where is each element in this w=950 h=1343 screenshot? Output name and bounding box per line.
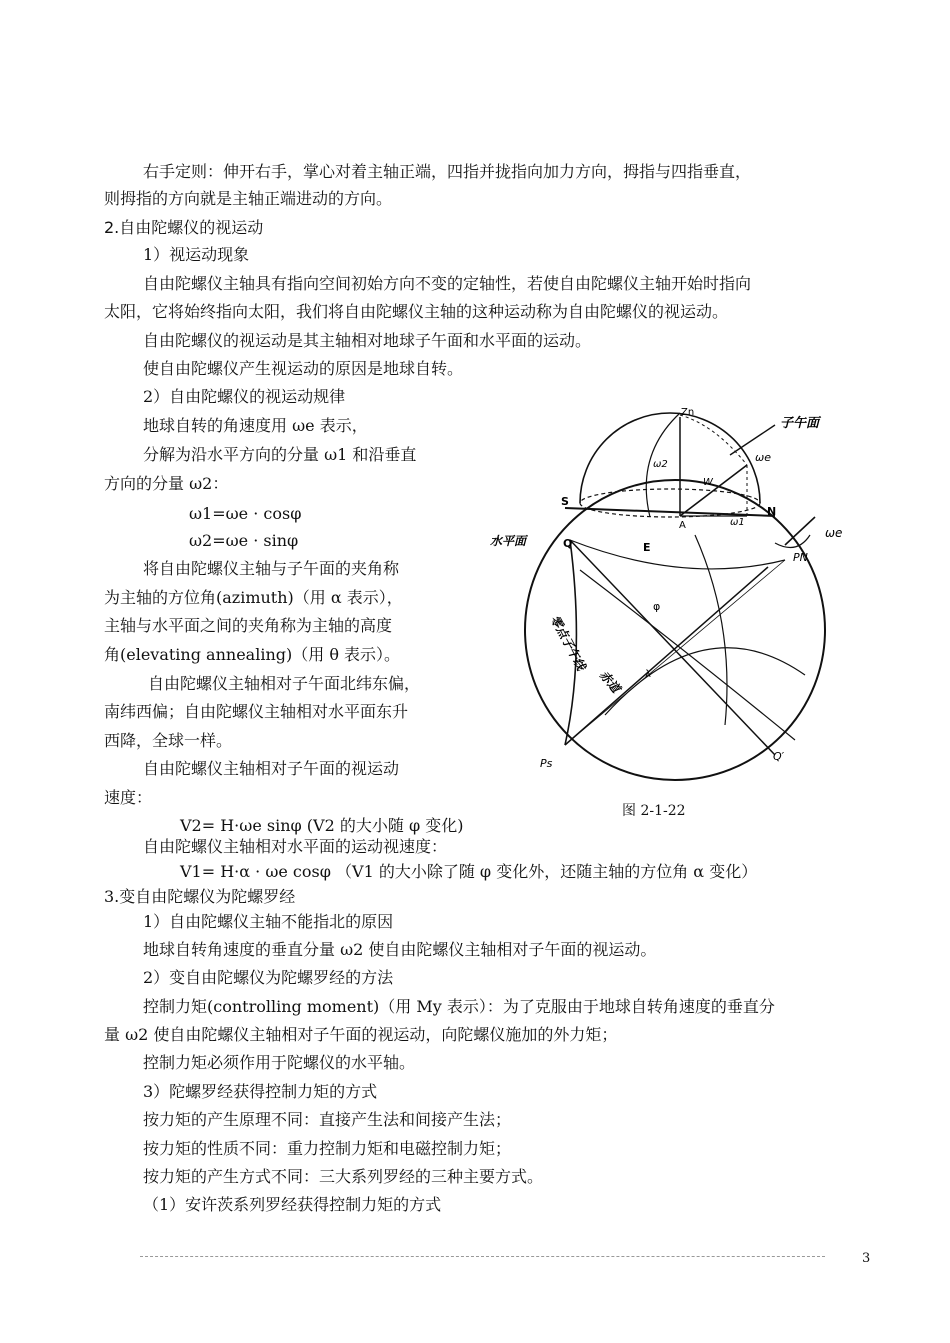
text-line: 西降，全球一样。 <box>104 731 233 750</box>
page-number: 3 <box>862 1251 871 1266</box>
w-vector <box>680 465 747 516</box>
label-A: A <box>679 520 686 531</box>
label-we-top: ωe <box>755 451 771 464</box>
label-PN: PN <box>793 551 808 564</box>
text-line: 分解为沿水平方向的分量 ω1 和沿垂直 <box>143 445 417 464</box>
text-line: 量 ω2 使自由陀螺仪主轴相对子午面的视运动，向陀螺仪施加的外力矩； <box>104 1025 618 1044</box>
label-PS: Ps <box>540 757 553 770</box>
label-Q: Q <box>563 537 573 550</box>
text-line: 则拇指的方向就是主轴正端进动的方向。 <box>104 189 393 208</box>
label-Qprime: Q′ <box>773 750 785 763</box>
text-line: 将自由陀螺仪主轴与子午面的夹角称 <box>143 559 400 578</box>
dome-outline <box>580 413 760 503</box>
label-lambda: λ <box>645 669 651 680</box>
label-w1: ω1 <box>730 517 745 528</box>
label-horizon: 水平面 <box>490 534 527 548</box>
text-line: 右手定则：伸开右手，掌心对着主轴正端，四指并拢指向加力方向，拇指与四指垂直， <box>143 162 752 181</box>
text-line: 使自由陀螺仪产生视运动的原因是地球自转。 <box>143 359 464 378</box>
text-line: 按力矩的性质不同：重力控制力矩和电磁控制力矩； <box>143 1139 512 1158</box>
label-zenith: Zn <box>681 407 695 418</box>
section-heading: 2.自由陀螺仪的视运动 <box>104 218 264 237</box>
text-line: 按力矩的产生方式不同：三大系列罗经的三种主要方式。 <box>143 1167 544 1186</box>
label-we-right: ωe <box>825 526 843 540</box>
celestial-sphere-diagram <box>485 395 875 785</box>
earth-axis-arrow <box>785 517 815 545</box>
text-line: 按力矩的产生原理不同：直接产生法和间接产生法； <box>143 1110 512 1129</box>
text-line: 自由陀螺仪的视运动是其主轴相对地球子午面和水平面的运动。 <box>143 331 592 350</box>
label-S: S <box>561 495 569 508</box>
text-line: 主轴与水平面之间的夹角称为主轴的高度 <box>104 616 393 635</box>
formula-line: V2= H·ωe sinφ (V2 的大小随 φ 变化) <box>180 816 464 835</box>
text-line: 控制力矩必须作用于陀螺仪的水平轴。 <box>143 1053 416 1072</box>
label-equator: 赤道 <box>596 667 623 696</box>
axis-2 <box>565 560 785 745</box>
text-line: 自由陀螺仪主轴相对子午面北纬东偏， <box>148 674 421 693</box>
horizon-line <box>565 508 775 516</box>
label-W: W <box>703 477 713 488</box>
subsection-heading: 1）视运动现象 <box>143 245 250 264</box>
text-line: 方向的分量 ω2： <box>104 474 229 493</box>
formula-line: ω2=ωe · sinφ <box>189 531 299 550</box>
text-line: 自由陀螺仪主轴相对水平面的运动视速度： <box>143 837 448 856</box>
text-line: （1）安许茨系列罗经获得控制力矩的方式 <box>143 1195 442 1214</box>
label-w2: ω2 <box>653 459 668 470</box>
footer-rule <box>140 1256 825 1257</box>
polar-axis <box>565 567 768 745</box>
label-N: N <box>767 505 777 518</box>
label-meridian: 子午面 <box>780 416 820 431</box>
section-heading: 3.变自由陀螺仪为陀螺罗经 <box>104 887 296 906</box>
text-line: 速度： <box>104 788 153 807</box>
subsection-heading: 2）自由陀螺仪的视运动规律 <box>143 387 346 406</box>
subsection-heading: 2）变自由陀螺仪为陀螺罗经的方法 <box>143 968 394 987</box>
label-phi: φ <box>653 600 661 613</box>
text-line: 地球自转角速度的垂直分量 ω2 使自由陀螺仪主轴相对子午面的视运动。 <box>143 940 657 959</box>
dashed-arc <box>680 415 747 465</box>
text-line: 地球自转的角速度用 ωe 表示， <box>143 416 368 435</box>
latitude-arc <box>570 540 785 569</box>
text-line: 南纬西偏；自由陀螺仪主轴相对水平面东升 <box>104 702 409 721</box>
text-line: 太阳，它将始终指向太阳，我们将自由陀螺仪主轴的这种运动称为自由陀螺仪的视运动。 <box>104 302 729 321</box>
text-line: 自由陀螺仪主轴具有指向空间初始方向不变的定轴性，若使自由陀螺仪主轴开始时指向 <box>143 274 752 293</box>
formula-line: ω1=ωe · cosφ <box>189 504 302 523</box>
figure-caption: 图 2-1-22 <box>622 803 686 819</box>
text-line: 角(elevating annealing)（用 θ 表示）。 <box>104 645 401 664</box>
subsection-heading: 3）陀螺罗经获得控制力矩的方式 <box>143 1082 378 1101</box>
text-line: 控制力矩(controlling moment)（用 My 表示）：为了克服由于地球自转角速度的垂直分 <box>143 997 775 1016</box>
curve-c <box>695 535 727 725</box>
subsection-heading: 1）自由陀螺仪主轴不能指北的原因 <box>143 912 394 931</box>
label-zero-meridian: 零点子午线 <box>547 613 589 673</box>
formula-line: V1= H·α · ωe cosφ （V1 的大小除了随 φ 变化外，还随主轴的方位角 α 变化） <box>180 862 758 881</box>
text-line: 自由陀螺仪主轴相对子午面的视运动 <box>143 759 400 778</box>
label-E: E <box>643 541 651 554</box>
text-line: 为主轴的方位角(azimuth)（用 α 表示）， <box>104 588 403 607</box>
equator-line <box>570 540 775 755</box>
